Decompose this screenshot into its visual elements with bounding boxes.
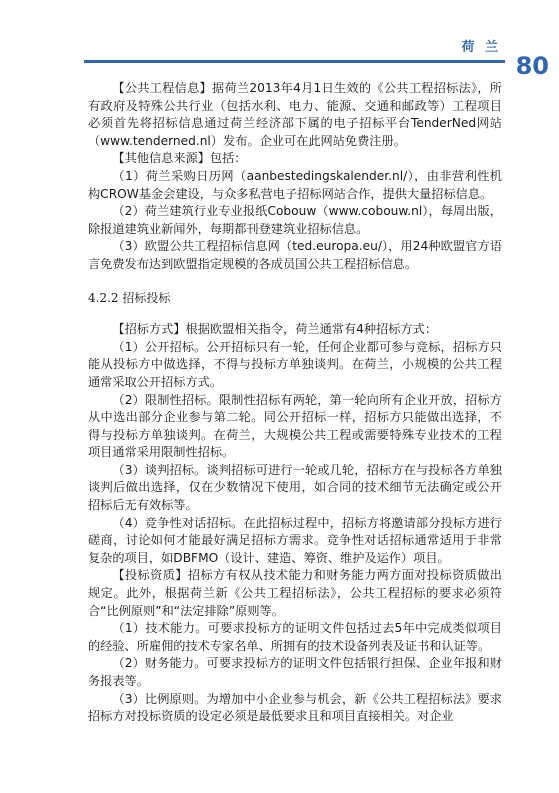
page-number: 80: [515, 52, 549, 80]
paragraph-qualification-2: （2）财务能力。可要求投标方的证明文件包括银行担保、企业年报和财务报表等。: [88, 656, 502, 688]
paragraph-method-1: （1）公开招标。公开招标只有一轮，任何企业都可参与竞标，招标方只能从投标方中做选择，不得与投标方单独谈判。在荷兰，小规模的公共工程通常采取公开招标方式。: [88, 339, 502, 389]
header-rule: [84, 60, 505, 63]
paragraph-source-3: （3）欧盟公共工程招标信息网（ted.europa.eu/），用24种欧盟官方语言免费发布达到欧盟指定规模的各成员国公共工程招标信息。: [88, 239, 502, 271]
paragraph-source-1: （1）荷兰采购日历网（aanbestedingskalender.nl/），由非营利性机构CROW基金会建设，与众多私营电子招标网站合作，提供大量招标信息。: [88, 168, 502, 201]
paragraph-method-4: （4）竞争性对话招标。在此招标过程中，招标方将邀请部分投标方进行磋商，讨论如何才能最好满足招标方需求。竞争性对话招标通常适用于非常复杂的项目，如DBFMO（设计、建造、筹资、维护及运作）项目。: [88, 515, 502, 565]
paragraph-tender-methods: 【招标方式】根据欧盟相关指令，荷兰通常有4种招标方式：: [112, 322, 438, 337]
paragraph-source-2: （2）荷兰建筑行业专业报纸Cobouw（www.cobouw.nl），每周出版，除报道建筑业新闻外，每期都刊登建筑业招标信息。: [88, 204, 502, 236]
paragraph-qualification-1: （1）技术能力。可要求投标方的证明文件包括过去5年中完成类似项目的经验、所雇佣的技术专家名单、所拥有的技术设备列表及证书和认证等。: [88, 621, 502, 653]
paragraph-other-sources: 【其他信息来源】包括：: [112, 151, 247, 166]
section-heading: 4.2.2 招标投标: [88, 290, 171, 305]
paragraph-public-works-info: 【公共工程信息】据荷兰2013年4月1日生效的《公共工程招标法》，所有政府及特殊公共行业（包括水利、电力、能源、交通和邮政等）工程项目必须首先将招标信息通过荷兰经济部下属的电子招标平台TenderNed网站（www.tenderned.nl）发布。企业可在此网站免费注册。: [88, 81, 502, 148]
page-body: [88, 80, 502, 726]
paragraph-method-3: （3）谈判招标。谈判招标可进行一轮或几轮，招标方在与投标各方单独谈判后做出选择，仅在少数情况下使用，如合同的技术细节无法确定或公开招标后无有效标等。: [88, 462, 502, 513]
running-header-title: 荷 兰: [461, 40, 501, 55]
page-header: [0, 0, 559, 80]
paragraph-method-2: （2）限制性招标。限制性招标有两轮，第一轮向所有企业开放，招标方从中选出部分企业参与第二轮。同公开招标一样，招标方只能做出选择，不得与投标方单独谈判。在荷兰，大规模公共工程或需要特殊专业技术的工程项目通常采用限制性招标。: [88, 392, 502, 460]
paragraph-bid-qualification: 【投标资质】招标方有权从技术能力和财务能力两方面对投标资质做出规定。此外，根据荷兰新《公共工程招标法》，公共工程招标的要求必须符合“比例原则”和“法定排除”原则等。: [88, 568, 502, 618]
paragraph-qualification-3: （3）比例原则。为增加中小企业参与机会，新《公共工程招标法》要求招标方对投标资质的设定必须是最低要求且和项目直接相关。对企业: [88, 691, 502, 724]
